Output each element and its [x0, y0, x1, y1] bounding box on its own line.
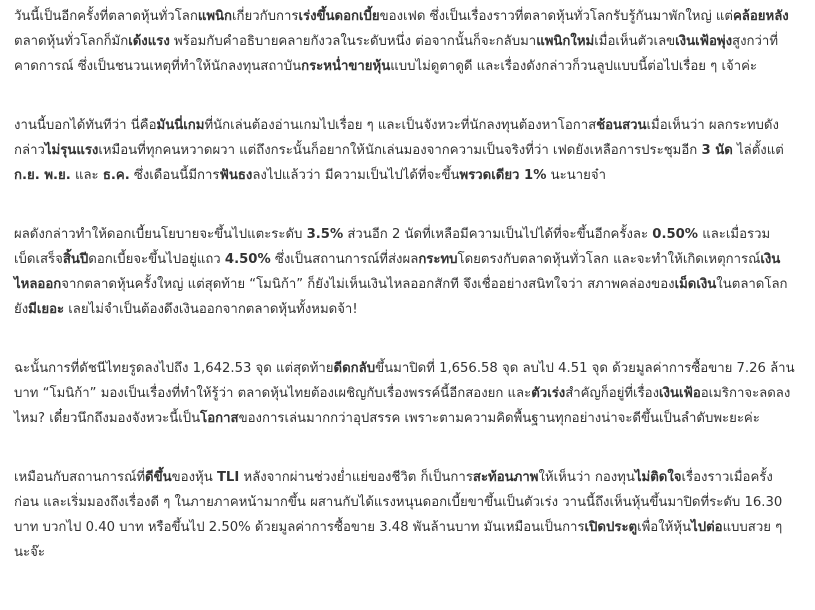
bold-text-run: 3.5%: [306, 227, 344, 242]
paragraph-fed-panic: [14, 4, 797, 79]
bold-text-run: มันนี่เกม: [156, 118, 205, 133]
bold-text-run: โอกาส: [200, 411, 239, 426]
text-run: ซึ่งเป็นสถานการณ์ที่ส่งผล: [270, 252, 419, 267]
text-run: เพื่อให้หุ้น: [637, 520, 692, 535]
text-run: ดอกเบี้ยจะขึ้นไปอยู่แถว: [88, 252, 225, 267]
text-run: ที่นักเล่นต้องอ่านเกมไปเรื่อย ๆ และเป็นจังหวะที่นักลงทุนต้องหาโอกาส: [204, 118, 597, 133]
bold-text-run: สิ้นปี: [62, 252, 89, 267]
text-run: หลังจากผ่านช่วงย่ำแย่ของชีวิต ก็เป็นการ: [239, 470, 473, 485]
text-run: เลยไม่จำเป็นต้องดึงเงินออกจากตลาดหุ้นทั้งหมดจ้า!: [64, 302, 358, 317]
paragraph-money-game: [14, 113, 797, 188]
text-run: แบบไม่ดูตาดูดี และเรื่องดังกล่าวก็วนลูปแบบนี้ต่อไปเรื่อย ๆ เจ้าค่ะ: [390, 59, 757, 74]
text-run: สำคัญก็อยู่ที่เรื่อง: [565, 386, 660, 401]
text-run: ของการเล่นมากกว่าอุปสรรค เพราะตามความคิดพื้นฐานทุกอย่างน่าจะดีขึ้นเป็นลำดับพะยะค่ะ: [238, 411, 760, 426]
text-run: ฉะนั้นการที่ดัชนีไทยรูดลงไปถึง 1,642.53 จุด แต่สุดท้าย: [14, 361, 334, 376]
text-run: เมื่อเห็นตัวเลข: [594, 34, 676, 49]
text-run: วันนี้เป็นอีกครั้งที่ตลาดหุ้นทั่วโลก: [14, 9, 198, 24]
bold-text-run: 3 นัด: [701, 143, 733, 158]
text-run: เหมือนกับสถานการณ์ที่: [14, 470, 146, 485]
text-run: เมื่อเห็นว่า ผลกระทบดังกล่าว: [14, 118, 779, 158]
bold-text-run: เงินไหลออก: [14, 252, 781, 292]
text-run: โดยตรงกับตลาดหุ้นทั่วโลก และจะทำให้เกิดเหตุการณ์: [457, 252, 761, 267]
bold-text-run: คล้อยหลัง: [732, 9, 789, 24]
text-run: จากตลาดหุ้นครั้งใหญ่ แต่สุดท้าย “โมนิก้า” ก็ยังไม่เห็นเงินไหลออกสักที จึงเชื่ออย่างสนิทใจว่า สภาพคล่องของ: [61, 277, 675, 292]
paragraph-thai-index: [14, 356, 797, 431]
text-run: เรื่องราวเมื่อครั้งก่อน และเริ่มมองถึงเรื่องดี ๆ ในภายภาคหน้ามากขึ้น ผสานกับได้แรงหนุนดอกเบี้ยขาขึ้นเป็นตัวเร่ง วานนี้ถึงเห็นหุ้นขึ้นมาปิดที่ระดับ 16.30 บาท บวกไป 0.40 บาท หรือขึ้นไป 2.50% ด้วยมูลค่าการซื้อขาย 3.48 พันล้านบาท มันเหมือนเป็นการ: [14, 470, 783, 535]
bold-text-run: ก.ย. พ.ย.: [14, 168, 71, 183]
text-run: พร้อมกับคำอธิบายคลายกังวลในระดับหนึ่ง ต่อจากนั้นก็จะกลับมา: [169, 34, 537, 49]
text-run: เหมือนที่ทุกคนหวาดผวา แต่ถึงกระนั้นก็อยากให้นักเล่นมองจากความเป็นจริงที่ว่า เฟดยังเหลือการประชุมอีก: [98, 143, 702, 158]
bold-text-run: ฟันธง: [219, 168, 253, 183]
text-run: นะนายจ๋า: [546, 168, 607, 183]
bold-text-run: เม็ดเงิน: [674, 277, 717, 292]
bold-text-run: ดีขึ้น: [145, 470, 172, 485]
bold-text-run: กระทบ: [418, 252, 458, 267]
bold-text-run: เงินเฟ้อพุ่ง: [675, 34, 733, 49]
text-run: ผลดังกล่าวทำให้ดอกเบี้ยนโยบายจะขึ้นไปแตะระดับ: [14, 227, 307, 242]
paragraph-rate-outlook: [14, 222, 797, 322]
bold-text-run: มีเยอะ: [28, 302, 65, 317]
text-run: ในตลาดโลกยัง: [14, 277, 788, 317]
bold-text-run: ดีดกลับ: [333, 361, 376, 376]
bold-text-run: เปิดประตู: [584, 520, 638, 535]
text-run: และเมื่อรวมเบ็ดเสร็จ: [14, 227, 771, 267]
bold-text-run: ไม่รุนแรง: [44, 143, 99, 158]
text-run: อเมริกาจะลดลงไหม? เดี๋ยวนึกถึงมองจังหวะนี้เป็น: [14, 386, 791, 426]
bold-text-run: แพนิกใหม่: [536, 34, 595, 49]
text-run: ขึ้นมาปิดที่ 1,656.58 จุด ลบไป 4.51 จุด ด้วยมูลค่าการซื้อขาย 7.26 ล้านบาท “โมนิก้า” มองเป็นเรื่องที่ทำให้รู้ว่า ตลาดหุ้นไทยต้องเผชิญกับเรื่องพรรค์นี้อีกสองยก และ: [14, 361, 795, 401]
bold-text-run: พรวดเดียว 1%: [459, 168, 547, 183]
bold-text-run: กระหน่ำขายหุ้น: [301, 59, 391, 74]
text-run: และ: [70, 168, 103, 183]
text-run: ไล่ตั้งแต่: [732, 143, 784, 158]
bold-text-run: 0.50%: [652, 227, 699, 242]
text-run: แบบสวย ๆ นะจ๊ะ: [14, 520, 783, 560]
text-run: เกี่ยวกับการ: [232, 9, 299, 24]
text-run: ซึ่งเดือนนี้มีการ: [129, 168, 220, 183]
text-run: ส่วนอีก 2 นัดที่เหลือมีความเป็นไปได้ที่จะขึ้นอีกครั้งละ: [343, 227, 653, 242]
bold-text-run: 4.50%: [224, 252, 271, 267]
bold-text-run: เร่งขึ้นดอกเบี้ย: [298, 9, 380, 24]
bold-text-run: เด้งแรง: [128, 34, 170, 49]
bold-text-run: ช้อนสวน: [596, 118, 647, 133]
text-run: งานนี้บอกได้ทันทีว่า นี่คือ: [14, 118, 157, 133]
paragraph-tli-stock: [14, 465, 797, 565]
bold-text-run: ธ.ค.: [102, 168, 130, 183]
text-run: ของเฟด ซึ่งเป็นเรื่องราวที่ตลาดหุ้นทั่วโลกรับรู้กันมาพักใหญ่ แต่: [379, 9, 733, 24]
bold-text-run: เงินเฟ้อ: [659, 386, 701, 401]
text-run: ของหุ้น: [171, 470, 217, 485]
bold-text-run: ไม่ติดใจ: [634, 470, 682, 485]
text-run: สูงกว่าที่คาดการณ์ ซึ่งเป็นชนวนเหตุที่ทำให้นักลงทุนสถาบัน: [14, 34, 779, 74]
text-run: ให้เห็นว่า กองทุน: [538, 470, 635, 485]
bold-text-run: ไปต่อ: [691, 520, 723, 535]
text-run: ลงไปแล้วว่า มีความเป็นไปได้ที่จะขึ้น: [252, 168, 460, 183]
bold-text-run: สะท้อนภาพ: [472, 470, 539, 485]
text-run: ตลาดหุ้นทั่วโลกก็มัก: [14, 34, 129, 49]
bold-text-run: แพนิก: [197, 9, 233, 24]
bold-text-run: TLI: [216, 470, 240, 485]
bold-text-run: ตัวเร่ง: [531, 386, 566, 401]
